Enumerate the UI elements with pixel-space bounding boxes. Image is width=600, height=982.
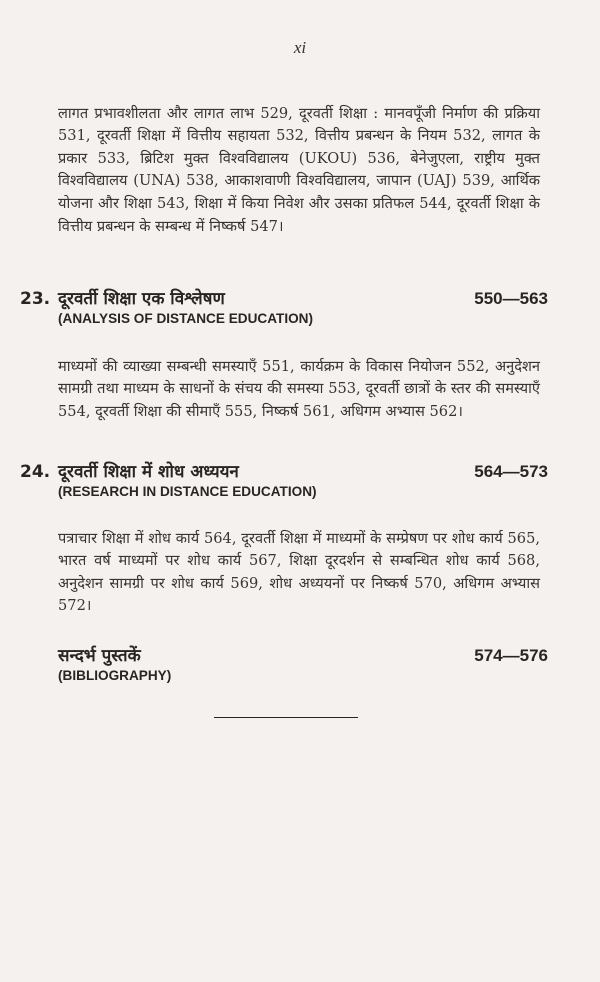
chapter-23-title-row xyxy=(20,286,548,309)
chapter-23-heading xyxy=(20,286,548,326)
intro-paragraph: लागत प्रभावशीलता और लागत लाभ 529, दूरवर्ती शिक्षा : मानवपूँजी निर्माण की प्रक्रिया 531, दूरवर्ती शिक्षा में वित्तीय सहायता 532, वित्तीय प्रबन्धन के नियम 532, लागत के प्रकार 533, ब्रिटिश मुक्त विश्वविद्यालय (UKOU) 536, बेनेजुएला, राष्ट्रीय मुक्त विश्वविद्यालय (UNA) 538, आकाशवाणी विश्वविद्यालय, जापान (UAJ) 539, आर्थिक योजना और शिक्षा 543, शिक्षा में किया निवेश और उसका प्रतिफल 544, दूरवर्ती शिक्षा के वित्तीय प्रबन्धन के सम्बन्ध में निष्कर्ष 547। xyxy=(58,104,540,235)
chapter-24-title-row xyxy=(20,459,548,482)
chapter-23-contents: माध्यमों की व्याख्या सम्बन्धी समस्याएँ 551, कार्यक्रम के विकास नियोजन 552, अनुदेशन सामग्री तथा माध्यम के साधनों के संचय की समस्या 553, दूरवर्ती छात्रों के स्तर की समस्याएँ 554, दूरवर्ती शिक्षा की सीमाएँ 555, निष्कर्ष 561, अधिगम अभ्यास 562। xyxy=(58,357,540,420)
page-number: xi xyxy=(293,38,307,57)
chapter-23-number: 23. xyxy=(20,289,51,309)
chapter-24-heading xyxy=(20,459,548,499)
bibliography-heading xyxy=(20,643,548,683)
chapter-23-pages: 550—563 xyxy=(474,289,548,308)
end-divider xyxy=(214,717,358,718)
bibliography-title-row xyxy=(20,643,548,666)
chapter-24-title: दूरवर्ती शिक्षा में शोध अध्ययन xyxy=(58,462,239,482)
chapter-24-number: 24. xyxy=(20,462,51,482)
bibliography-pages: 574—576 xyxy=(474,646,548,665)
chapter-24-subtitle: (RESEARCH IN DISTANCE EDUCATION) xyxy=(58,484,317,499)
chapter-24-pages: 564—573 xyxy=(474,462,548,481)
chapter-23-title: दूरवर्ती शिक्षा एक विश्लेषण xyxy=(58,289,225,309)
chapter-23-subtitle: (ANALYSIS OF DISTANCE EDUCATION) xyxy=(58,311,314,326)
chapter-24-contents: पत्राचार शिक्षा में शोध कार्य 564, दूरवर्ती शिक्षा में माध्यमों के सम्प्रेषण पर शोध कार्य 565, भारत वर्ष माध्यमों पर शोध कार्य 567, शिक्षा दूरदर्शन से सम्बन्धित शोध कार्य 568, अनुदेशन सामग्री पर शोध कार्य 569, शोध अध्ययनों पर निष्कर्ष 570, अधिगम अभ्यास 572। xyxy=(58,529,540,615)
bibliography-subtitle: (BIBLIOGRAPHY) xyxy=(58,668,172,683)
bibliography-title: सन्दर्भ पुस्तकें xyxy=(58,646,141,666)
